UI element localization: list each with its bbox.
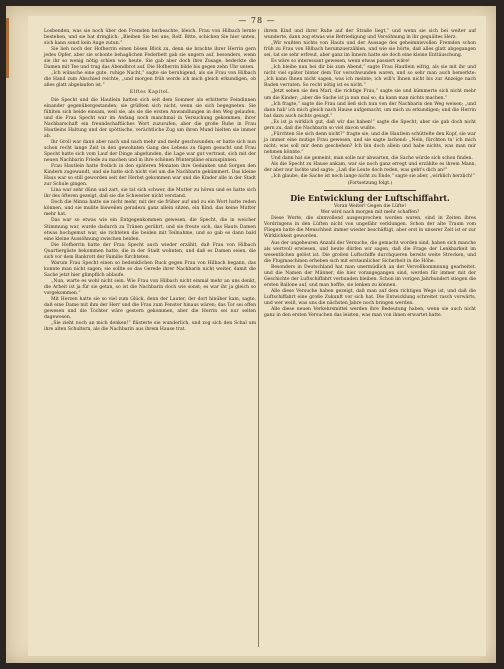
paragraph: „Ich fragte,“ sagte die Frau und ließ sich nun von der Nachbarin den Weg weisen; „und dann hab' ich mich gleich nach Hause aufgemacht, um mich zu erkundigen; und die Herrin hat dazu auch nichts gesagt.“ (264, 101, 476, 119)
article-subtitle: Wer wird nach morgen mit mehr schaffen? (320, 210, 420, 216)
newspaper-page (28, 16, 486, 656)
scanned-sheet (6, 6, 496, 663)
paragraph: Die Hofherrin hatte der Frau Specht auch wieder erzählt, daß Frau von Hilbach Quartiergäste bekommen hatte, die in der Stadt wohnten, und daß es Damen seien, die sich vor dem Bankrott der Familie fürchteten. (44, 242, 256, 260)
paragraph: „Jetzt sehen sie den Marl, die richtige Frau,“ sagte sie und kümmerte sich nicht mehr um die Kinder; „aber die Sache ist ja nun mal so, da kann man nichts machen.“ (264, 89, 476, 101)
paragraph: „Ich wünsche eine gute, ruhige Nacht,“ sagte sie beruhigend, als sie Frau von Hilbach die Hand zum Abschied reichte, „und morgen früh werde ich mich gleich erkundigen, ob alles glatt abgelaufen ist.“ (44, 71, 256, 89)
continuation-note: (Fortsetzung folgt.) (347, 181, 393, 187)
paragraph: Und dann hat sie gemeint, man solle nur abwarten, die Sache würde sich schon finden. (271, 155, 473, 161)
paragraph: Losbenden, was sie noch über den Fremden herbeachte, bleich. Frau von Hilbach lernte bestehen, und sie bat dringlich: „Bleiben Sie bei uns, Rolf. Bitte, schicken Sie hier unten, sich kann sonst kein Auge zutun.“ (44, 29, 256, 47)
paragraph: Doch die Minna hatte sie nicht mehr, mit der sie früher auf und zu ein Wort hatte reden können, und sie mußte bisweilen geradezu ganz allein sitzen, ein Kind, das keine Mutter mehr hat. (44, 200, 256, 218)
paragraph: „Es ist ja wirklich gut, daß wir das haben!“ sagte die Specht, aber sie gab doch nicht gern zu, daß die Nachbarin so viel davon wußte. (264, 119, 476, 131)
page-edge-mark (6, 18, 9, 78)
paragraph: Lina war sehr dünn und zart, sie tat sich schwer, die Mutter zu hören und es hatte sich ihr des öfteren gezeigt, daß sie die Schwester nicht verstand. (44, 188, 256, 200)
paragraph: Diese Worte, die sinnvollend ausgesprochen worden waren, sind in Zeiten ihres Vordringens in den Lüften nicht von ungefähr verklungen. Schon der alte Traum vom Fliegen hatte die Menschheit immer wieder beschäftigt, aber erst in unserer Zeit ist er zur Wirklichkeit geworden. (264, 216, 476, 240)
paragraph: Frau Hautlein hatte freilich in den späteren Monaten ihre Gedanken und Sorgen den Kindern zugewandt, und sie hatte sich nicht viel um die Nachbarin gekümmert. Das kleine Haus war so still geworden seit der Herbst gekommen war und die Kinder alle in der Stadt zur Schule gingen. (44, 164, 256, 188)
paragraph: Alle diese Versuche haben gezeigt, daß man auf dem richtigen Wege ist, und daß die Luftschiffahrt eine große Zukunft vor sich hat. Die Entwicklung schreitet rasch vorwärts, und wer weiß, was uns die nächsten Jahre noch bringen werden. (264, 288, 476, 306)
paragraph: Die Specht und die Hautlein hatten sich seit dem Sommer als erbitterte Feindinnen einander gegenübergestanden; sie grüßten sich nicht, wenn sie sich begegneten. Sie fühlten sich beide einsam, weil sie, als sie die ersten Anwandlungen in den Weg gelaufen, und die Frau Specht war im Anfang noch manchmal in Versuchung gekommen, ihrer Nachbarschaft ein freundschaftliches Wort zuzurufen, aber die große Ruhe in Frau Hautleins Haltung und der spöttische, verächtliche Zug um ihren Mund hielten sie immer ab. (44, 97, 256, 139)
paragraph: „Ich bleibe nun bei dir bis zum Abend,“ sagte Frau Hautlein eifrig, als sie mit ihr und nicht viel später hinter dem Tor verschwunden waren, und so sehr man auch bemerkte: „Ich kann Ihnen nicht sagen, was ich meinte; ich will's Ihnen nicht bis zur Anzeige nach Baden verraten. So recht nötig ist es nicht.“ (264, 65, 476, 89)
article-title: Die Entwicklung der Luftschiffahrt. (290, 193, 450, 204)
paragraph: ihrem Kind und ihrer Ruhe auf der Straße liegt,“ und wenn sie sich bei weiter auf wunderte, dann zog etwas wie Befriedigung und Versöhnung in ihr gequältes Herz. (264, 29, 476, 41)
paragraph: Sie lieh noch der Hofherrin einen bösen Blick zu, denn sie brachte ihrer Herrin gern jedes Opfer, aber sie schonte behaglichen Federbett gab sie ungern auf, besonders, wenn sie ihr so wenig nötig schien wie heute. Sie gab aber doch ihre Zusage, bedeckte die Damen mit Tee und trug das Abendbrot auf. Die Hofherrin bilde bis gegen zehn Uhr unten. (44, 47, 256, 71)
paragraph: „Nun, warte es wohl nicht sein. Wie Frau von Hilbach nicht einmal mehr an uns denkt, die Arbeit ist ja für sie getan, so ist die Nachbarin doch wie sonst; es war ihr ja gleich so vorgekommen.“ (44, 278, 256, 297)
left-column (44, 29, 256, 333)
page-number: — 78 — (238, 16, 276, 25)
paragraph: Alle diese neuen Verkehrsmittel werden ihre Bedeutung haben, wenn sie auch nicht ganz in den ersten Versuchen das leisten, was man von ihnen erwartet hatte. (264, 307, 476, 319)
paragraph: Besonders in Deutschland hat man unermüdlich an der Vervollkommnung gearbeitet, und die Namen der Männer, die hier vorangegangen sind, werden für immer mit der Geschichte der Luftschiffahrt verbunden bleiben. Schon im vorigen Jahrhundert stiegen die ersten Ballone auf, und man hoffte, sie lenken zu können. (264, 264, 477, 288)
column-divider (258, 29, 259, 647)
paragraph: „Wir wußten nichts von Hauts und der Aussage des geheimnisvollen Fremden schon früh zu Frau von Hilbach herumzuerzählen, und wie sie hörte, daß alles glatt abgegangen sei, tat sie sehr erfreut, aber ganz im Innern hatte sie doch eine kleine Enttäuschung. (264, 41, 476, 59)
paragraph: Ihr Groll war dann aber nach und nach mehr und mehr geschwunden; er hatte sich nun schon recht lange Zeit in den gewohnten Gang des Lebens zu fügen gesucht und Frau Specht hatte sich vom Lauf der Dinge abgefunden, die Lage war gut vertraut, sich mit der neuen Nachbarin Friede zu machen und in ihre schönen Winterpläne einzuspinnen. (44, 139, 256, 163)
paragraph: Mit Herzen hatte sie so viel zum Glück, denn der Lauter, der dort hinüber kam, sagte, daß eine Dame mit ihm der Herr und die Frau zum Fenster hinaus wären; das Tor sei offen gewesen und die Tochter wäre gestern gekommen, aber die Herrin sei nur selten dagewesen. (44, 297, 256, 321)
article-subtitle: Voran Weiter! Gegen die Lüfte! (333, 204, 407, 210)
paragraph: Als die Specht zu Hause ankam, war sie noch ganz erregt und erzählte es ihrem Mann, der aber nur lachte und sagte: „Laß die Leute doch reden, was geht's dich an!“ (264, 162, 476, 174)
paragraph: Aus der ungeheuren Anzahl der Versuche, die gemacht worden sind, haben sich manche als wertvoll erwiesen, und heute dürfen wir sagen, daß die Frage der Lenkbarkeit im wesentlichen gelöst ist. Die großen Luftschiffe durchqueren bereits weite Strecken, und die Flugmaschinen erheben sich mit erstaunlicher Sicherheit in die Höhe. (264, 240, 476, 264)
paragraph: Es wäre so interessant gewesen, wenn etwas passiert wäre! (271, 59, 410, 65)
paragraph: Warum Frau Specht einen so bedenklichen Ruck gegen Frau von Hilbach begann, das konnte man nicht sagen; sie sollte so das Gerede ihrer Nachbarin nicht weiter, damit die Sache jetzt hier glimpflich ablaufe. (44, 260, 256, 278)
paragraph: „Ich glaube, die Sache ist noch lange nicht zu Ende,“ sagte sie aber, „wirklich herzlich!“ (271, 174, 476, 180)
paragraph: „Sie zieht noch an mich denken!“ flüsterte sie wunderlich, und zog sich den Schal um ihre alten Schultern, als die Nachbarin aus ihrem Hause trat. (44, 321, 256, 333)
paragraph: „Fürchten Sie sich denn nicht?“ fragte sie, und die Hautlein schüttelte den Kopf, sie war ja immer eine mutige Frau gewesen, und sie sagte lachend: „Nein, fürchten tu' ich mich nicht; was soll mir denn geschehen? Ich bin doch allein und habe nichts, was man mir nehmen könnte.“ (264, 131, 476, 155)
chapter-heading: Elftes Kapitel. (129, 90, 171, 96)
paragraph: Das war so etwas wie ein Entgegenkommen gewesen, die Specht, die in weicher Stimmung war, wurde dadurch zu Tränen gerührt, und sie freute sich, das Hauts Damen etwas hochgemut war, sie richteten die beiden mit Teilnahme, und so gab es dann bald eine kleine Aussöhnung zwischen beiden. (44, 218, 256, 242)
section-divider (324, 190, 416, 191)
right-column (264, 29, 476, 319)
